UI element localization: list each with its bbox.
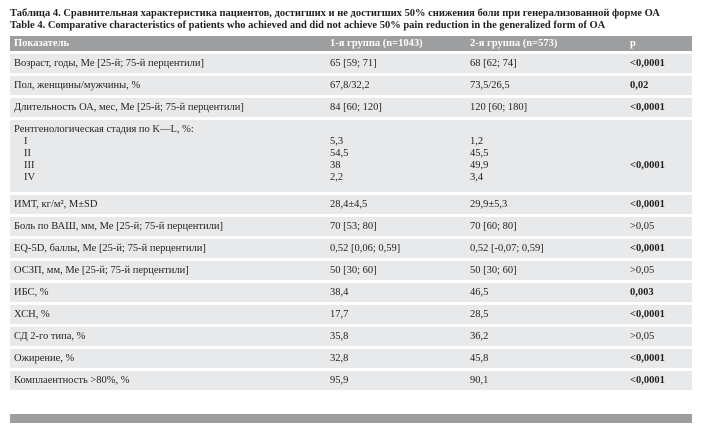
table-row [10,217,692,236]
stage-group1: 38 [330,160,341,171]
table-caption [10,8,694,32]
row-param: ОСЗП, мм, Ме [25-й; 75-й перцентили] [14,265,189,276]
row-group1: 0,52 [0,06; 0,59] [330,243,401,254]
row-group1: 95,9 [330,375,349,386]
stage-label: I [24,136,28,147]
row-group1: 70 [53; 80] [330,221,377,232]
table-row [10,371,692,390]
row-p: 0,02 [630,80,649,91]
row-group2: 68 [62; 74] [470,58,517,69]
stage-label: III [24,160,35,171]
row-p: <0,0001 [630,102,665,113]
stage-param: Рентгенологическая стадия по K—L, %: [14,124,194,135]
header-group2: 2-я группа (n=573) [470,38,558,49]
row-group2: 28,5 [470,309,489,320]
row-p: <0,0001 [630,309,665,320]
row-p: <0,0001 [630,243,665,254]
row-group1: 35,8 [330,331,349,342]
caption-ru: Таблица 4. Сравнительная характеристика пациентов, достигших и не достигших 50% снижения боли при генерализованной форме ОА [10,8,660,19]
comparison-table [10,36,692,390]
row-p: 0,003 [630,287,654,298]
table-row [10,239,692,258]
row-param: ИМТ, кг/м², M±SD [14,199,98,210]
table-row [10,195,692,214]
row-param: Комплаентность >80%, % [14,375,130,386]
row-param: Пол, женщины/мужчины, % [14,80,141,91]
stage-group1: 2,2 [330,172,344,183]
table-footer-bar [10,414,692,423]
stage-group2: 3,4 [470,172,484,183]
caption-en: Table 4. Comparative characteristics of patients who achieved and did not achieve 50% pain reduction in the generalized form of OA [10,20,606,31]
row-p: >0,05 [630,265,655,276]
row-group1: 28,4±4,5 [330,199,368,210]
row-group1: 32,8 [330,353,349,364]
row-param: Возраст, годы, Ме [25-й; 75-й перцентили] [14,58,205,69]
stage-label: II [24,148,31,159]
row-group2: 120 [60; 180] [470,102,528,113]
row-group2: 45,8 [470,353,489,364]
row-p: <0,0001 [630,58,665,69]
stage-group2: 45,5 [470,148,489,159]
row-group1: 67,8/32,2 [330,80,370,91]
stage-group2: 1,2 [470,136,484,147]
row-group2: 73,5/26,5 [470,80,510,91]
row-group1: 38,4 [330,287,349,298]
row-group2: 70 [60; 80] [470,221,517,232]
row-p: >0,05 [630,221,655,232]
row-param: ХСН, % [14,309,50,320]
table-row [10,283,692,302]
table-row [10,98,692,117]
row-param: ИБС, % [14,287,49,298]
stage-p: <0,0001 [630,160,665,171]
row-group2: 36,2 [470,331,489,342]
row-group2: 90,1 [470,375,489,386]
row-group1: 84 [60; 120] [330,102,382,113]
stage-label: IV [24,172,36,183]
row-param: Боль по ВАШ, мм, Ме [25-й; 75-й перцентили] [14,221,223,232]
table-row [10,349,692,368]
table-header [10,36,692,51]
row-p: <0,0001 [630,375,665,386]
header-group1: 1-я группа (n=1043) [330,38,423,49]
table-row [10,261,692,280]
header-param: Показатель [14,38,70,49]
row-p: <0,0001 [630,199,665,210]
table-row [10,76,692,95]
header-p: p [630,38,636,49]
table-row [10,327,692,346]
row-group1: 65 [59; 71] [330,58,377,69]
row-group2: 29,9±5,3 [470,199,508,210]
row-param: Ожирение, % [14,353,75,364]
row-p: >0,05 [630,331,655,342]
row-param: EQ-5D, баллы, Ме [25-й; 75-й перцентили] [14,243,206,254]
row-group2: 0,52 [-0,07; 0,59] [470,243,544,254]
table-row [10,54,692,73]
stage-group2: 49,9 [470,160,489,171]
stage-group1: 54,5 [330,148,349,159]
row-param: СД 2-го типа, % [14,331,86,342]
row-p: <0,0001 [630,353,665,364]
table-row-stage [10,120,692,192]
row-param: Длительность ОА, мес, Ме [25-й; 75-й перцентили] [14,102,244,113]
row-group2: 50 [30; 60] [470,265,517,276]
table-row [10,305,692,324]
stage-group1: 5,3 [330,136,344,147]
row-group2: 46,5 [470,287,489,298]
row-group1: 50 [30; 60] [330,265,377,276]
row-group1: 17,7 [330,309,349,320]
